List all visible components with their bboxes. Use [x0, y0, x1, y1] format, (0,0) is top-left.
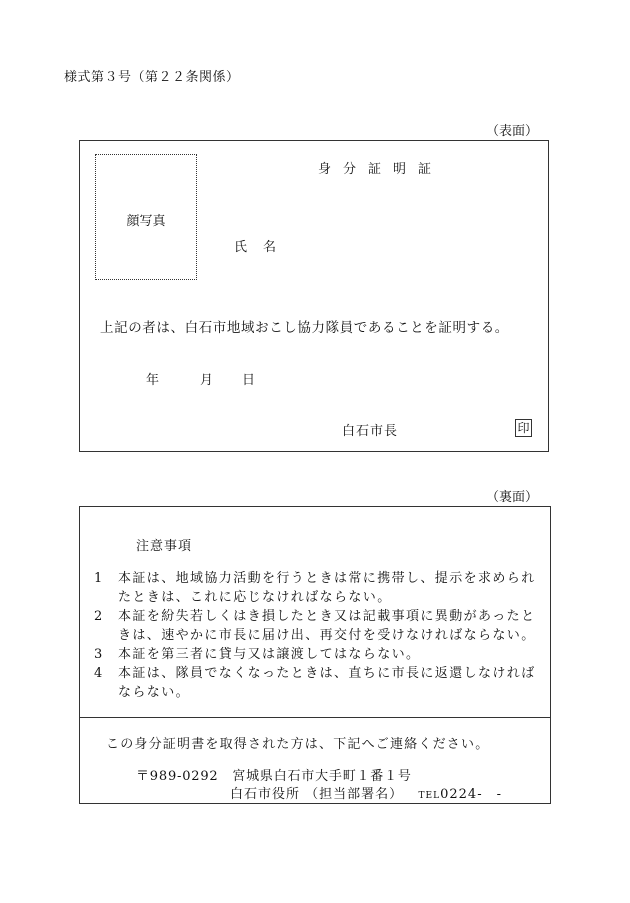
notes-title: 注意事項 — [136, 539, 193, 554]
back-card — [79, 506, 551, 804]
note-text: 本証を第三者に貸与又は譲渡してはならない。 — [118, 647, 421, 662]
note-item — [94, 645, 540, 664]
note-number: 3 — [94, 647, 104, 662]
photo-label: 顔写真 — [126, 214, 166, 229]
contact-address: 〒989-0292 宮城県白石市大手町１番１号 — [136, 769, 412, 784]
mayor-title: 白石市長 — [342, 424, 399, 439]
notes-list — [94, 569, 540, 702]
card-title: 身分証明証 — [318, 162, 444, 177]
note-text: 本証は、地域協力活動を行うときは常に携帯し、提示を求められたときは、これに応じなければならない。 — [118, 571, 536, 605]
note-item — [94, 569, 540, 607]
form-number: 様式第３号（第２２条関係） — [64, 70, 240, 85]
back-side-label: （裏面） — [485, 490, 538, 505]
section-divider — [80, 717, 550, 718]
photo-box — [95, 154, 197, 280]
date-day: 日 — [242, 373, 256, 388]
tel-number: 0224- - — [440, 787, 502, 802]
front-card — [79, 140, 549, 452]
tel-icon: TEL — [418, 791, 441, 801]
certification-text: 上記の者は、白石市地域おこし協力隊員であることを証明する。 — [100, 320, 509, 336]
name-label: 氏名 — [234, 240, 293, 255]
note-number: 2 — [94, 609, 104, 624]
date-month: 月 — [200, 373, 214, 388]
seal-mark: 印 — [515, 419, 532, 437]
note-item — [94, 664, 540, 702]
front-side-label: （表面） — [485, 124, 538, 139]
note-number: 1 — [94, 571, 104, 586]
note-text: 本証は、隊員でなくなったときは、直ちに市長に返還しなければならない。 — [118, 666, 536, 700]
note-number: 4 — [94, 666, 104, 681]
contact-office-line — [230, 783, 502, 802]
note-item — [94, 607, 540, 645]
contact-intro: この身分証明書を取得された方は、下記へご連絡ください。 — [106, 737, 490, 752]
contact-office: 白石市役所 （担当部署名） — [230, 787, 404, 802]
note-text: 本証を紛失若しくはき損したとき又は記載事項に異動があったときは、速やかに市長に届け出、再交付を受けなければならない。 — [118, 609, 536, 643]
date-line — [146, 369, 255, 388]
date-year: 年 — [146, 373, 160, 388]
